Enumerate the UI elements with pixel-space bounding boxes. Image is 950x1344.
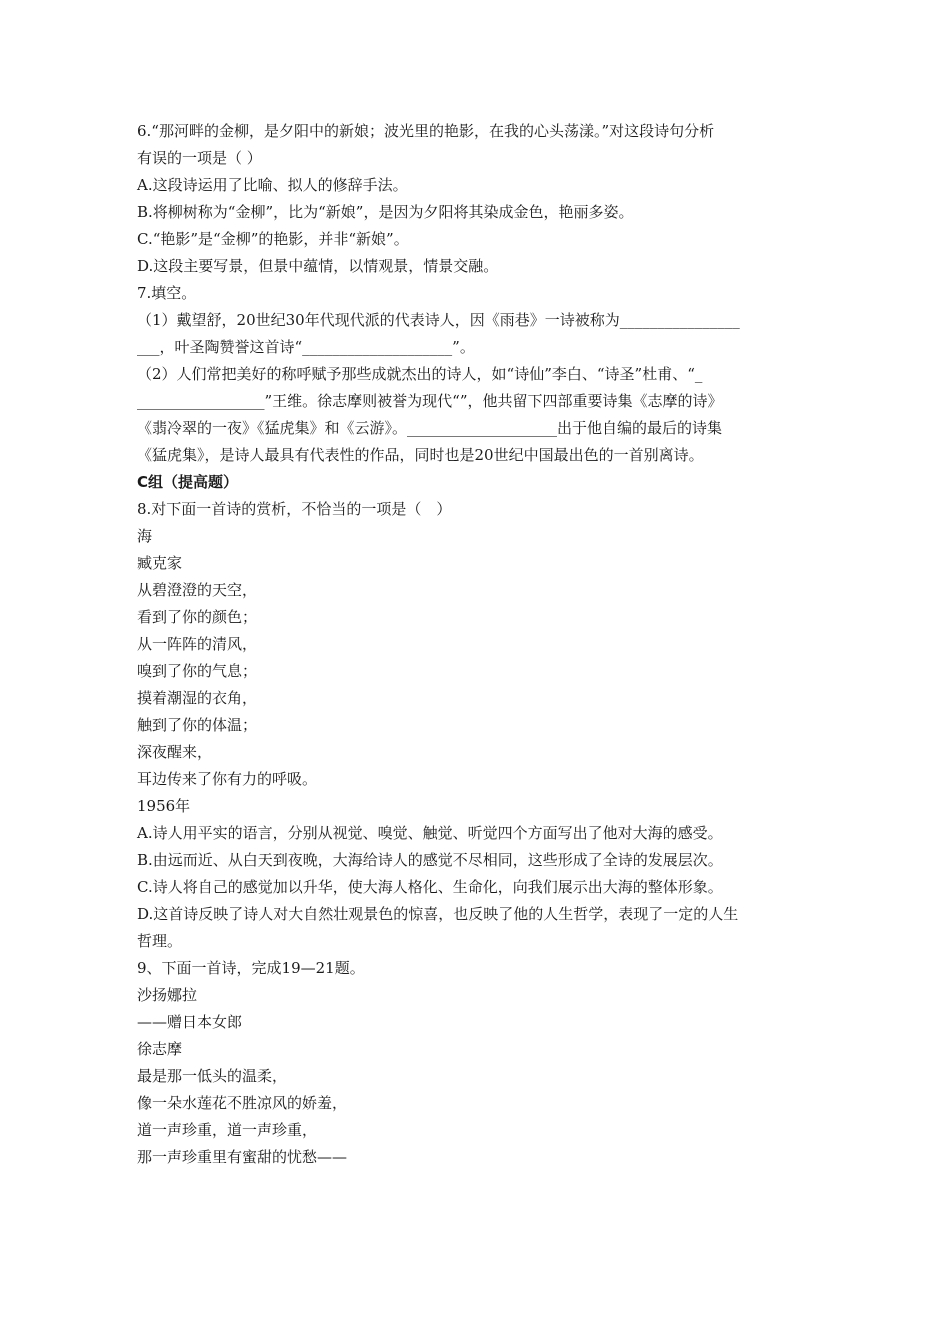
q7-stem: 7.填空。 bbox=[137, 284, 197, 302]
poem-line: 像一朵水莲花不胜凉风的娇羞， bbox=[137, 1094, 348, 1112]
q8-option-c: C.诗人将自己的感觉加以升华，使大海人格化、生命化，向我们展示出大海的整体形象。 bbox=[137, 878, 723, 896]
poem-line: 从一阵阵的清风， bbox=[137, 635, 258, 653]
poem-author-zang: 臧克家 bbox=[137, 554, 183, 572]
q7-part2-line-3: 《翡冷翠的一夜》《猛虎集》和《云游》。____________________出于他自编的最后的诗集 bbox=[137, 419, 723, 437]
poem-line: 深夜醒来， bbox=[137, 743, 213, 761]
q6-stem-line-1: 6.“那河畔的金柳，是夕阳中的新娘；波光里的艳影，在我的心头荡漾。”对这段诗句分析 bbox=[137, 122, 715, 140]
q8-option-a: A.诗人用平实的语言，分别从视觉、嗅觉、触觉、听觉四个方面写出了他对大海的感受。 bbox=[137, 824, 723, 842]
q7-part1-line-2: ___，叶圣陶赞誉这首诗“____________________”。 bbox=[137, 338, 475, 356]
q6-option-d: D.这段主要写景，但景中蕴情，以情观景，情景交融。 bbox=[137, 257, 499, 275]
poem-line: 耳边传来了你有力的呼吸。 bbox=[137, 770, 318, 788]
q7-part1-line-1: （1）戴望舒，20世纪30年代现代派的代表诗人，因《雨巷》一诗被称为________________ bbox=[137, 311, 740, 329]
q7-part2-line-4: 《猛虎集》，是诗人最具有代表性的作品，同时也是20世纪中国最出色的一首别离诗。 bbox=[137, 446, 704, 464]
poem-line: 触到了你的体温； bbox=[137, 716, 258, 734]
poem-line: 最是那一低头的温柔， bbox=[137, 1067, 288, 1085]
q8-option-d-line-2: 哲理。 bbox=[137, 932, 183, 950]
poem-line: 嗅到了你的气息； bbox=[137, 662, 258, 680]
section-heading-c: C组（提高题） bbox=[137, 473, 239, 491]
q6-option-a: A.这段诗运用了比喻、拟人的修辞手法。 bbox=[137, 176, 408, 194]
q8-option-b: B.由远而近、从白天到夜晚，大海给诗人的感觉不尽相同，这些形成了全诗的发展层次。 bbox=[137, 851, 723, 869]
poem-subtitle: ——赠日本女郎 bbox=[137, 1013, 243, 1031]
q6-stem-line-2: 有误的一项是（ ） bbox=[137, 149, 262, 167]
poem-line: 摸着潮湿的衣角， bbox=[137, 689, 258, 707]
q9-stem: 9、下面一首诗，完成19—21题。 bbox=[137, 959, 365, 977]
poem-author-xu: 徐志摩 bbox=[137, 1040, 183, 1058]
document-page bbox=[137, 118, 817, 1171]
poem-title-hai: 海 bbox=[137, 527, 153, 545]
poem-date: 1956年 bbox=[137, 797, 191, 815]
q8-option-d-line-1: D.这首诗反映了诗人对大自然壮观景色的惊喜，也反映了他的人生哲学，表现了一定的人生 bbox=[137, 905, 739, 923]
q6-option-b: B.将柳树称为“金柳”，比为“新娘”，是因为夕阳将其染成金色，艳丽多姿。 bbox=[137, 203, 634, 221]
poem-line: 道一声珍重，道一声珍重， bbox=[137, 1121, 318, 1139]
poem-line: 那一声珍重里有蜜甜的忧愁—— bbox=[137, 1148, 348, 1166]
q8-stem: 8.对下面一首诗的赏析，不恰当的一项是（ ） bbox=[137, 500, 452, 518]
q7-part2-line-2: _________________”王维。徐志摩则被誉为现代“”，他共留下四部重要诗集《志摩的诗》 bbox=[137, 392, 723, 410]
poem-line: 看到了你的颜色； bbox=[137, 608, 258, 626]
q7-part2-line-1: （2）人们常把美好的称呼赋予那些成就杰出的诗人，如“诗仙”李白、“诗圣”杜甫、“_ bbox=[137, 365, 703, 383]
poem-line: 从碧澄澄的天空， bbox=[137, 581, 258, 599]
poem-title-sayonara: 沙扬娜拉 bbox=[137, 986, 198, 1004]
q6-option-c: C.“艳影”是“金柳”的艳影，并非“新娘”。 bbox=[137, 230, 409, 248]
